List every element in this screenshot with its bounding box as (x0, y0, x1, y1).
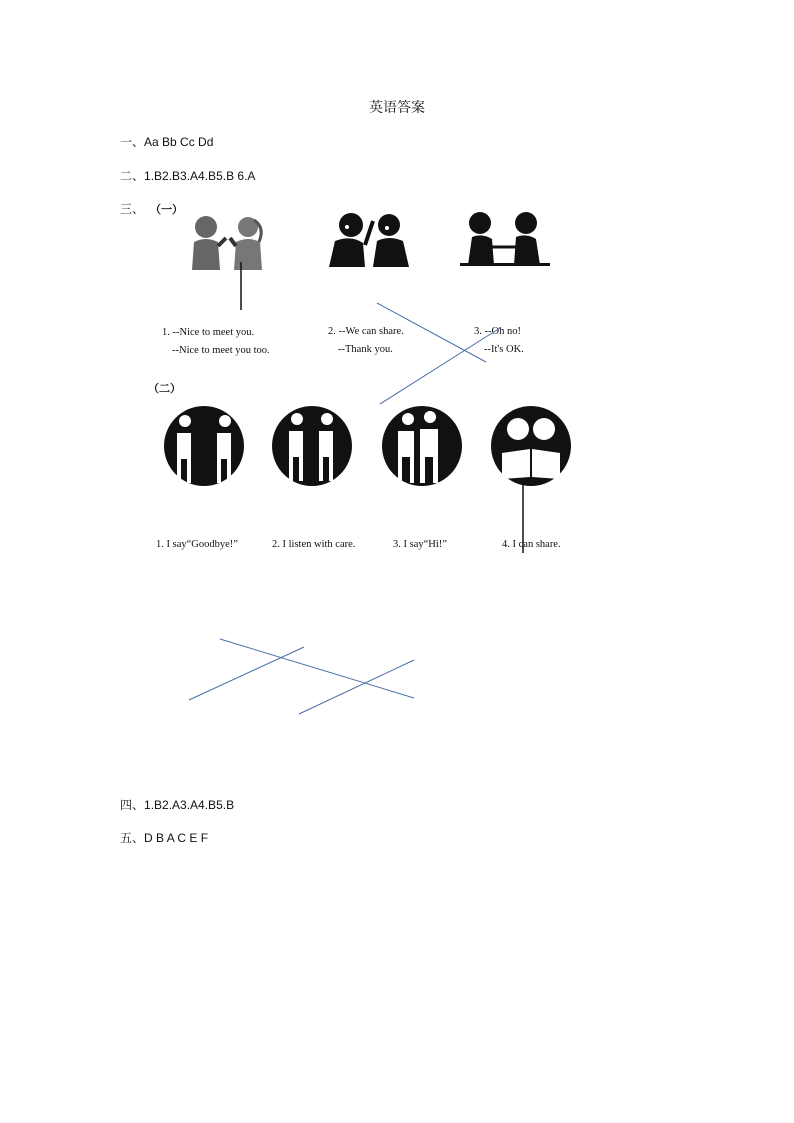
section-2-answer: 1.B2.B3.A4.B5.B 6.A (144, 169, 256, 183)
dialog-2-line1: 2. --We can share. (328, 326, 404, 337)
part3-sub2-label: （二） (148, 383, 181, 395)
dialog-3-line1: 3. --Oh no! (474, 326, 521, 337)
sentence-3: 3. I say“Hi!” (393, 539, 447, 550)
section-1-answer: Aa Bb Cc Dd (144, 135, 214, 149)
match-line (220, 639, 414, 698)
sentence-1: 1. I say“Goodbye!” (156, 539, 238, 550)
match-line (377, 303, 486, 362)
match-line (380, 328, 500, 404)
sentence-2: 2. I listen with care. (272, 539, 356, 550)
dialog-1-line2: --Nice to meet you too. (172, 345, 270, 356)
section-5-label: 五、 (120, 831, 145, 845)
section-4-answer: 1.B2.A3.A4.B5.B (144, 798, 235, 812)
part3-sub1-label: （一） (150, 204, 183, 216)
dialog-1-line1: 1. --Nice to meet you. (162, 327, 255, 338)
section-4 (120, 796, 234, 813)
section-3-label: 三、 (120, 202, 145, 216)
section-2-label: 二、 (120, 169, 145, 183)
section-5 (120, 829, 208, 846)
section-1-label: 一、 (120, 135, 145, 149)
section-5-answer: D B A C E F (144, 831, 209, 845)
dialog-2-line2: --Thank you. (338, 344, 393, 355)
page-title: 英语答案 (369, 100, 425, 116)
section-4-label: 四、 (120, 798, 145, 812)
sentence-4: 4. I can share. (502, 539, 561, 550)
match-line (189, 647, 304, 700)
dialog-3-line2: --It's OK. (484, 344, 524, 355)
